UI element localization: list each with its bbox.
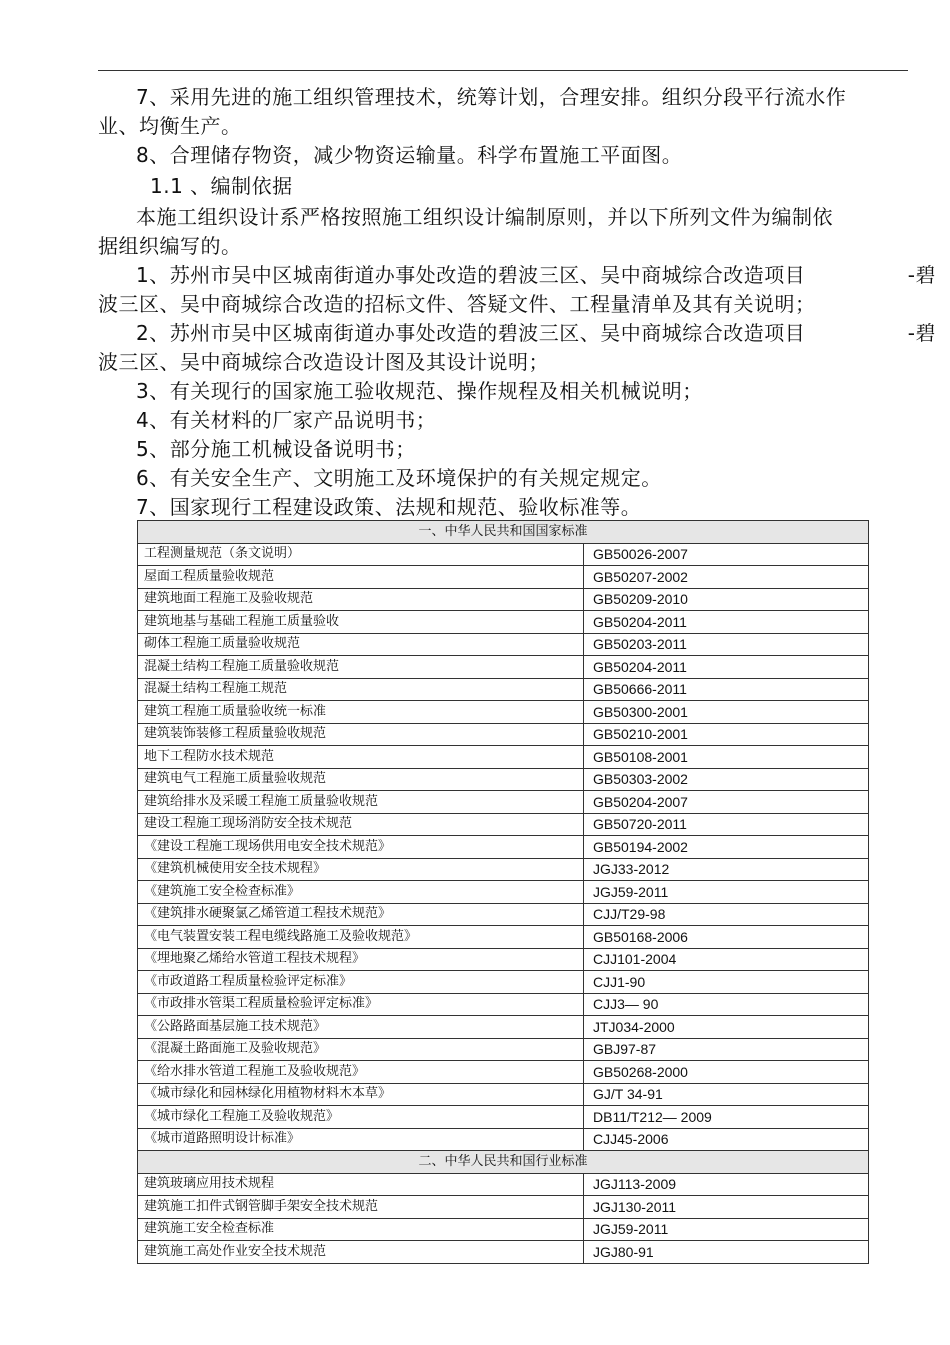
standard-name: 《市政道路工程质量检验评定标准》 xyxy=(138,971,584,994)
standard-code: JGJ59-2011 xyxy=(584,881,869,904)
standard-code: GB50204-2011 xyxy=(584,656,869,679)
standard-code: GB50204-2007 xyxy=(584,791,869,814)
section-heading: 1.1 、编制依据 xyxy=(150,174,293,198)
standard-code: GB50204-2011 xyxy=(584,611,869,634)
table-row xyxy=(138,678,869,701)
table-row xyxy=(138,1016,869,1039)
standard-name: 建筑施工安全检查标准 xyxy=(138,1218,584,1241)
table-row xyxy=(138,543,869,566)
standard-code: GB50026-2007 xyxy=(584,543,869,566)
basis-item-4: 4、有关材料的厂家产品说明书； xyxy=(136,408,437,432)
standard-code: JGJ59-2011 xyxy=(584,1218,869,1241)
standard-name: 建筑给排水及采暖工程施工质量验收规范 xyxy=(138,791,584,814)
table-row xyxy=(138,1173,869,1196)
standard-code: GB50194-2002 xyxy=(584,836,869,859)
standard-name: 《给水排水管道工程施工及验收规范》 xyxy=(138,1061,584,1084)
table-row xyxy=(138,588,869,611)
basis-item-7: 7、国家现行工程建设政策、法规和规范、验收标准等。 xyxy=(136,495,642,519)
standard-name: 《建筑机械使用安全技术规程》 xyxy=(138,858,584,881)
standard-code: GB50108-2001 xyxy=(584,746,869,769)
table-row xyxy=(138,768,869,791)
header-rule xyxy=(98,70,908,71)
intro-line-1: 本施工组织设计系严格按照施工组织设计编制原则，并以下所列文件为编制依 xyxy=(136,205,833,229)
section-title-national: 一、中华人民共和国国家标准 xyxy=(138,521,869,544)
section-row-industry xyxy=(138,1151,869,1174)
standard-name: 《城市道路照明设计标准》 xyxy=(138,1128,584,1151)
standard-name: 《电气装置安装工程电缆线路施工及验收规范》 xyxy=(138,926,584,949)
standard-code: JGJ80-91 xyxy=(584,1241,869,1264)
standard-name: 建筑工程施工质量验收统一标准 xyxy=(138,701,584,724)
standard-name: 砌体工程施工质量验收规范 xyxy=(138,633,584,656)
paragraph-8: 8、合理储存物资，减少物资运输量。科学布置施工平面图。 xyxy=(136,143,683,167)
standard-code: JTJ034-2000 xyxy=(584,1016,869,1039)
table-row xyxy=(138,993,869,1016)
standard-code: JGJ130-2011 xyxy=(584,1196,869,1219)
standards-table xyxy=(137,520,869,1264)
standard-name: 建筑玻璃应用技术规程 xyxy=(138,1173,584,1196)
table-row xyxy=(138,1061,869,1084)
table-row xyxy=(138,1038,869,1061)
table-row xyxy=(138,656,869,679)
standard-name: 建筑装饰装修工程质量验收规范 xyxy=(138,723,584,746)
standard-code: CJJ101-2004 xyxy=(584,948,869,971)
table-row xyxy=(138,813,869,836)
standard-name: 《城市绿化和园林绿化用植物材料木本草》 xyxy=(138,1083,584,1106)
table-row xyxy=(138,723,869,746)
standard-code: GB50209-2010 xyxy=(584,588,869,611)
basis-item-1-text: 1、苏州市吴中区城南街道办事处改造的碧波三区、吴中商城综合改造项目 xyxy=(136,263,806,287)
standard-name: 《建筑施工安全检查标准》 xyxy=(138,881,584,904)
table-row xyxy=(138,1106,869,1129)
standard-name: 《混凝土路面施工及验收规范》 xyxy=(138,1038,584,1061)
table-row xyxy=(138,971,869,994)
standard-name: 建设工程施工现场消防安全技术规范 xyxy=(138,813,584,836)
table-row xyxy=(138,1218,869,1241)
standard-code: CJJ1-90 xyxy=(584,971,869,994)
standard-code: GJ/T 34-91 xyxy=(584,1083,869,1106)
section-row-national xyxy=(138,521,869,544)
standard-code: GB50666-2011 xyxy=(584,678,869,701)
standard-name: 工程测量规范（条文说明） xyxy=(138,543,584,566)
standard-name: 《公路路面基层施工技术规范》 xyxy=(138,1016,584,1039)
basis-item-2-line-2: 波三区、吴中商城综合改造设计图及其设计说明； xyxy=(98,350,549,374)
standard-name: 《市政排水管渠工程质量检验评定标准》 xyxy=(138,993,584,1016)
standard-code: GB50203-2011 xyxy=(584,633,869,656)
standard-code: CJJ/T29-98 xyxy=(584,903,869,926)
table-row xyxy=(138,903,869,926)
standard-name: 《埋地聚乙烯给水管道工程技术规程》 xyxy=(138,948,584,971)
standards-table-body xyxy=(138,521,869,1264)
standard-code: GB50168-2006 xyxy=(584,926,869,949)
basis-item-2-text: 2、苏州市吴中区城南街道办事处改造的碧波三区、吴中商城综合改造项目 xyxy=(136,321,806,345)
table-row xyxy=(138,1128,869,1151)
basis-item-3: 3、有关现行的国家施工验收规范、操作规程及相关机械说明； xyxy=(136,379,703,403)
table-row xyxy=(138,836,869,859)
standard-name: 建筑地面工程施工及验收规范 xyxy=(138,588,584,611)
standard-code: CJJ45-2006 xyxy=(584,1128,869,1151)
table-row xyxy=(138,566,869,589)
basis-item-2-line-1 xyxy=(98,319,936,348)
basis-item-6: 6、有关安全生产、文明施工及环境保护的有关规定规定。 xyxy=(136,466,662,490)
intro-line-2: 据组织编写的。 xyxy=(98,234,242,258)
paragraph-7-line-1: 7、采用先进的施工组织管理技术，统筹计划，合理安排。组织分段平行流水作 xyxy=(136,85,847,109)
table-row xyxy=(138,791,869,814)
table-row xyxy=(138,926,869,949)
standard-name: 混凝土结构工程施工规范 xyxy=(138,678,584,701)
table-row xyxy=(138,633,869,656)
table-row xyxy=(138,701,869,724)
section-title-industry: 二、中华人民共和国行业标准 xyxy=(138,1151,869,1174)
table-row xyxy=(138,881,869,904)
standard-name: 地下工程防水技术规范 xyxy=(138,746,584,769)
basis-item-5: 5、部分施工机械设备说明书； xyxy=(136,437,416,461)
standard-name: 屋面工程质量验收规范 xyxy=(138,566,584,589)
paragraph-7-line-2: 业、均衡生产。 xyxy=(98,114,242,138)
standard-code: GB50303-2002 xyxy=(584,768,869,791)
standard-code: GB50300-2001 xyxy=(584,701,869,724)
standard-code: CJJ3— 90 xyxy=(584,993,869,1016)
standard-code: GB50207-2002 xyxy=(584,566,869,589)
table-row xyxy=(138,1241,869,1264)
table-row xyxy=(138,858,869,881)
basis-item-1-line-1 xyxy=(98,261,936,290)
table-row xyxy=(138,948,869,971)
standard-code: GB50720-2011 xyxy=(584,813,869,836)
basis-item-2-suffix: -碧 xyxy=(907,321,936,345)
standard-name: 建筑施工扣件式钢管脚手架安全技术规范 xyxy=(138,1196,584,1219)
standard-code: JGJ33-2012 xyxy=(584,858,869,881)
standard-name: 混凝土结构工程施工质量验收规范 xyxy=(138,656,584,679)
standard-name: 建筑地基与基础工程施工质量验收 xyxy=(138,611,584,634)
standard-code: DB11/T212— 2009 xyxy=(584,1106,869,1129)
standard-code: GB50268-2000 xyxy=(584,1061,869,1084)
standard-name: 建筑施工高处作业安全技术规范 xyxy=(138,1241,584,1264)
standard-code: JGJ113-2009 xyxy=(584,1173,869,1196)
basis-item-1-line-2: 波三区、吴中商城综合改造的招标文件、答疑文件、工程量清单及其有关说明； xyxy=(98,292,816,316)
table-row xyxy=(138,1196,869,1219)
standard-code: GB50210-2001 xyxy=(584,723,869,746)
table-row xyxy=(138,746,869,769)
standard-name: 《建设工程施工现场供用电安全技术规范》 xyxy=(138,836,584,859)
standard-name: 《建筑排水硬聚氯乙烯管道工程技术规范》 xyxy=(138,903,584,926)
standard-name: 《城市绿化工程施工及验收规范》 xyxy=(138,1106,584,1129)
basis-item-1-suffix: -碧 xyxy=(907,263,936,287)
table-row xyxy=(138,611,869,634)
standard-code: GBJ97-87 xyxy=(584,1038,869,1061)
table-row xyxy=(138,1083,869,1106)
standard-name: 建筑电气工程施工质量验收规范 xyxy=(138,768,584,791)
